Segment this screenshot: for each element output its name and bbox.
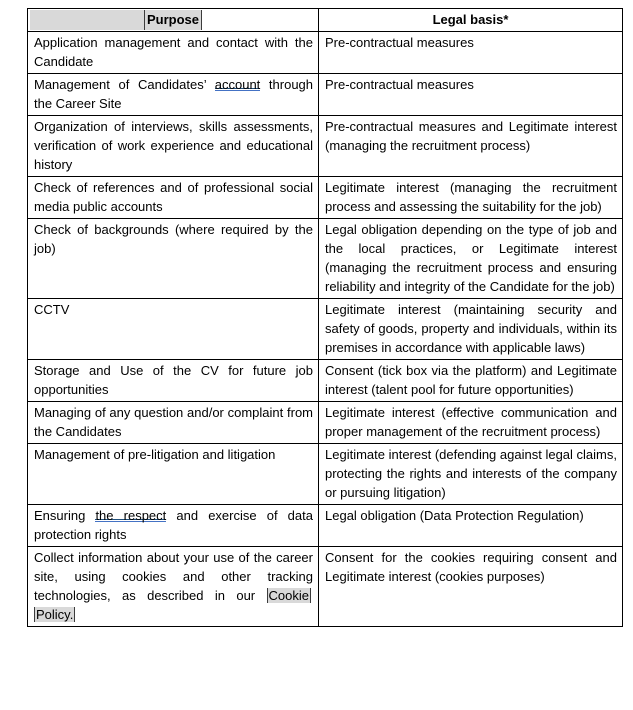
underlined-text-the-respect: the respect: [95, 508, 167, 523]
legal-basis-cell: Legal obligation (Data Protection Regulation): [319, 505, 623, 547]
table-row: [28, 402, 623, 444]
selection-shading: [30, 10, 144, 30]
purpose-cell: CCTV: [28, 299, 319, 360]
legal-basis-cell: Legitimate interest (defending against legal claims, protecting the rights and interests of the company or pursuing litigation): [319, 444, 623, 505]
table-row: [28, 116, 623, 177]
legal-basis-cell: Legitimate interest (managing the recruitment process and assessing the suitability for the job): [319, 177, 623, 219]
legal-basis-cell: Pre-contractual measures and Legitimate interest (managing the recruitment process): [319, 116, 623, 177]
purpose-cell: Application management and contact with the Candidate: [28, 32, 319, 74]
legal-basis-cell: Consent for the cookies requiring consent and Legitimate interest (cookies purposes): [319, 547, 623, 627]
purpose-legal-basis-table: [27, 8, 623, 627]
table-row: [28, 444, 623, 505]
purpose-cell: Managing of any question and/or complaint from the Candidates: [28, 402, 319, 444]
purpose-cell: [28, 74, 319, 116]
table-row: [28, 299, 623, 360]
legal-basis-header-cell: Legal basis*: [319, 9, 623, 32]
table-row: [28, 219, 623, 299]
purpose-cell: [28, 547, 319, 627]
table-row: [28, 547, 623, 627]
table-row: [28, 360, 623, 402]
legal-basis-cell: Pre-contractual measures: [319, 74, 623, 116]
purpose-header-label: Purpose: [144, 10, 202, 30]
purpose-cell: Check of references and of professional social media public accounts: [28, 177, 319, 219]
purpose-text-segment: Collect information about your use of the career site, using cookies and other tracking technologies, as described in our: [34, 550, 313, 603]
legal-basis-cell: Consent (tick box via the platform) and Legitimate interest (talent pool for future opportunities): [319, 360, 623, 402]
purpose-cell: Check of backgrounds (where required by the job): [28, 219, 319, 299]
header-row: [28, 9, 623, 32]
table-row: [28, 32, 623, 74]
purpose-text-segment: Management of Candidates’: [34, 77, 215, 92]
highlighted-text-cookie-policy: Cookie Policy.: [36, 588, 309, 622]
legal-basis-cell: Legitimate interest (effective communication and proper management of the recruitment process): [319, 402, 623, 444]
purpose-text-segment: and exercise of data protection rights: [34, 508, 313, 542]
purpose-text-segment: through the Career Site: [34, 77, 314, 111]
table-row: [28, 505, 623, 547]
purpose-cell: Storage and Use of the CV for future job opportunities: [28, 360, 319, 402]
purpose-text-segment: Ensuring: [34, 508, 96, 523]
underlined-text-account: account: [214, 77, 261, 92]
legal-basis-cell: Legitimate interest (maintaining security and safety of goods, property and individuals, within its premises in accordance with applicable laws): [319, 299, 623, 360]
purpose-cell: Organization of interviews, skills assessments, verification of work experience and educational history: [28, 116, 319, 177]
legal-basis-cell: Legal obligation depending on the type of job and the local practices, or Legitimate interest (managing the recruitment process and ensuring reliability and integrity of the Candidate for the job): [319, 219, 623, 299]
purpose-header-cell: [28, 9, 319, 32]
table-row: [28, 177, 623, 219]
table-row: [28, 74, 623, 116]
legal-basis-cell: Pre-contractual measures: [319, 32, 623, 74]
purpose-cell: Management of pre-litigation and litigation: [28, 444, 319, 505]
purpose-header-wrap: [30, 10, 318, 30]
purpose-cell: [28, 505, 319, 547]
